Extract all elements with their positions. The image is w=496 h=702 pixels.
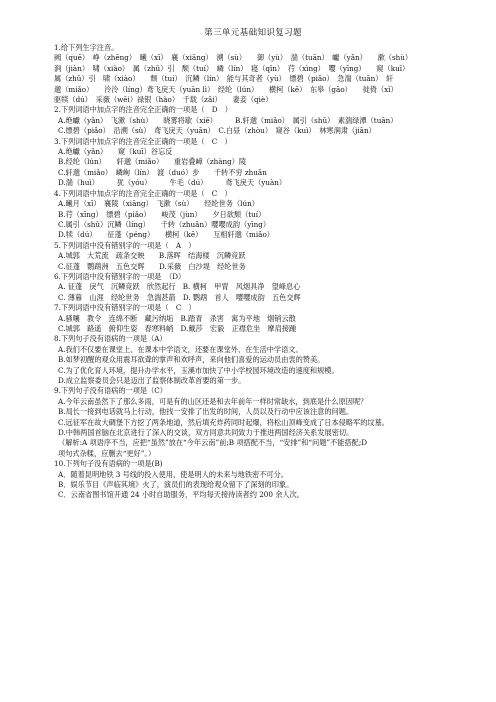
document-title: 第三单元基础知识复习题 bbox=[204, 28, 302, 38]
text-line: A.今年云南虽然下了那么多雨，可是有的山区还是和去年前年一样时常缺水，到底是什么原因呢？ bbox=[58, 396, 368, 406]
text-line: 涧（jiàn） 啸（xiào） 属（zhǔ）引 颓（tuí） 嶙（lín） 寝（qǐn） 荇（xìng） 嘤（yīng） 窥（kuī） bbox=[54, 63, 420, 73]
text-line: 9.下列句子没有语病的一项是（C） bbox=[54, 386, 167, 396]
text-line: 6.下列词语中没有错别字的一项是 （D） bbox=[54, 271, 186, 281]
text-line: A.曦月（xī） 襄陵（xiāng） 飞漱（sù） 经纶世务（lún） bbox=[58, 199, 259, 209]
text-line: 3.下列词语中加点字的注音完全正确的一项是（ C ） bbox=[54, 136, 232, 146]
text-line: 10.下列句子没有语病的一项是(B) bbox=[54, 459, 163, 469]
text-line: C.远征军在故大碉堡下方挖了两条地道，然后填充炸药同时起爆，将松山顶峰变成了日本侵略军的坟墓。 bbox=[58, 417, 389, 427]
text-line: C.属引（shǔ）沉鳞（líng） 千转（zhuǎn）嘤嘤成韵（yīng） bbox=[58, 219, 271, 229]
text-line: B.如梦初醒的观众用震耳欲聋的掌声和欢呼声，来向他们喜爱的运动员由衷的赞美。 bbox=[58, 355, 325, 365]
text-line: A.骚嚷 教令 连绵不断 藏污纳垢 B.踏青 杀害 寓为平地 烟销云散 bbox=[58, 313, 296, 323]
text-line: C.征蓬 鹦鹉洲 五色交辉 D.采薇 白沙堤 经纶世务 bbox=[58, 261, 246, 271]
text-line: B.经纶（lún） 轩邈（miǎo） 重岩叠嶂（zhàng）陵 bbox=[58, 157, 247, 167]
text-line: A.我们不仅要在课堂上、在课本中学语文，还要在课堂外、在生活中学语文。 bbox=[58, 344, 303, 354]
text-line: A. 征蓬 戾气 沉鳞竞跃 欣然起行 B. 横柯 甲胄 风烟具净 望峰息心 bbox=[58, 282, 301, 292]
text-line: B.局长一接到电话就马上行动，他找一安排了出发的时间，人员以及行动中应该注意的问题。 bbox=[58, 407, 354, 417]
text-line: 2.下列词语中加点字的注音完全正确的一项是（ D ） bbox=[54, 105, 232, 115]
text-line: B.荇（xīng） 缥碧（piǎo） 峻茂（jùn） 夕日欲颓（tuí） bbox=[58, 209, 266, 219]
text-line: C. 薄暮 山涯 经纶世务 急湍甚箭 D. 鹦鹉 首人 嘤嘤成韵 五色交辉 bbox=[58, 292, 301, 302]
text-line: A.绝巘（yǎn） 飞漱（shù） 晓雾将歇（xiē） B.轩邈（miǎo） 属引（shǔ） 素湍绿潭（tuān） bbox=[58, 115, 398, 125]
text-line: 5.下列词语中没有错别字的一项是（ A ） bbox=[54, 240, 196, 250]
text-line: D.湍（huì） 犹（yóu） 牛毛（dú） 鸢飞戾天（yuàn） bbox=[58, 178, 287, 188]
text-line: 4.下列词语中加点字的注音完全正确的一项是（ C ） bbox=[54, 188, 232, 198]
text-line: 项句式杂糅，应删去“更好”。） bbox=[58, 448, 156, 458]
text-line: C.为了优化育人环境，提升办学水平，玉溪市加快了中小学校园环境改造的速度和规模。 bbox=[58, 365, 339, 375]
document-body bbox=[54, 43, 452, 501]
text-line: C．云南省图书馆开通 24 小时自助服务，平均每天接待读者约 200 余人次。 bbox=[58, 490, 304, 500]
text-line: C.轩邈（miǎo） 嶙峋（lín） 渡（duó）步 千转不穷 zhuǎn bbox=[58, 167, 267, 177]
text-line: A.城郭 大荒流 疏条交映 B.落晖 结海楼 沉鳞竞跃 bbox=[58, 251, 246, 261]
text-line: D.犊（dú） 征蓬（péng） 横柯（kē） 互相轩邈（miǎo） bbox=[58, 230, 274, 240]
text-line: A．随着昆明地铁 3 号线的投入使用，使是明人的未来与地铁密不可分。 bbox=[58, 469, 288, 479]
text-line: 1.给下列生字注音。 bbox=[54, 43, 119, 52]
text-line: 阙（quē） 峥（zhēng） 曦（xī） 襄（xiāng） 溯（sù） 御（yù） 湍（tuān） 巘（yǎn） 漱（shù） bbox=[54, 53, 413, 63]
text-line: D.成立监察委员会只是迈出了监察体制改革首要的第一步。 bbox=[58, 376, 246, 385]
text-line: D.中韩两国首脑在北京进行了深入的交谈，双方同意共同致力于推进两国经济关系发展密切。 bbox=[58, 428, 354, 438]
text-line: C.缥碧（piǎo） 沿溯（sù） 鸢飞戾天（yuān） C.白昼（zhòu） 窥谷（kuì） 林寒涧肃（jiān） bbox=[58, 126, 376, 136]
text-line: 驱犊（dú） 采薇（wēi）禄银（hào） 千载（zǎi） 妻妾（qiè） bbox=[54, 95, 273, 105]
text-line: 8.下列句子没有语病的一项是（A） bbox=[54, 334, 167, 344]
text-line: 7.下列词语中没有错别字的一项是（ C ） bbox=[54, 303, 196, 313]
text-line: C.城郭 路遥 俯仰生姿 春寒料峭 D.戴莎 宏毅 正襟危坐 摩肩接踵 bbox=[58, 323, 297, 333]
text-line: （解析:A 项语序不当，应把“虽然”放在“今年云南”前;B 项搭配不当，“安排”和“问题”不能搭配;D bbox=[58, 438, 368, 448]
text-line: B．娱乐节目《声临其境》火了，演员们的表现给观众留下了深刻的印象。 bbox=[58, 480, 294, 490]
text-line: 属（zhǔ）引 啸（xiào） 颓（tuí） 沉鳞（lín） 能与其奇者（yù） 缥碧（piǎo） 急湍（tuān） 轩 bbox=[54, 74, 394, 84]
text-line: 邈（miǎo） 泠泠（líng）鸢飞戾天（yuān lì） 经纶（lún） 横柯（kē） 东皋（gāo） 徙倚（xǐ） bbox=[54, 84, 398, 94]
text-line: A.绝巘（yǎn） 窥（kuī）谷忘反 bbox=[58, 147, 173, 157]
